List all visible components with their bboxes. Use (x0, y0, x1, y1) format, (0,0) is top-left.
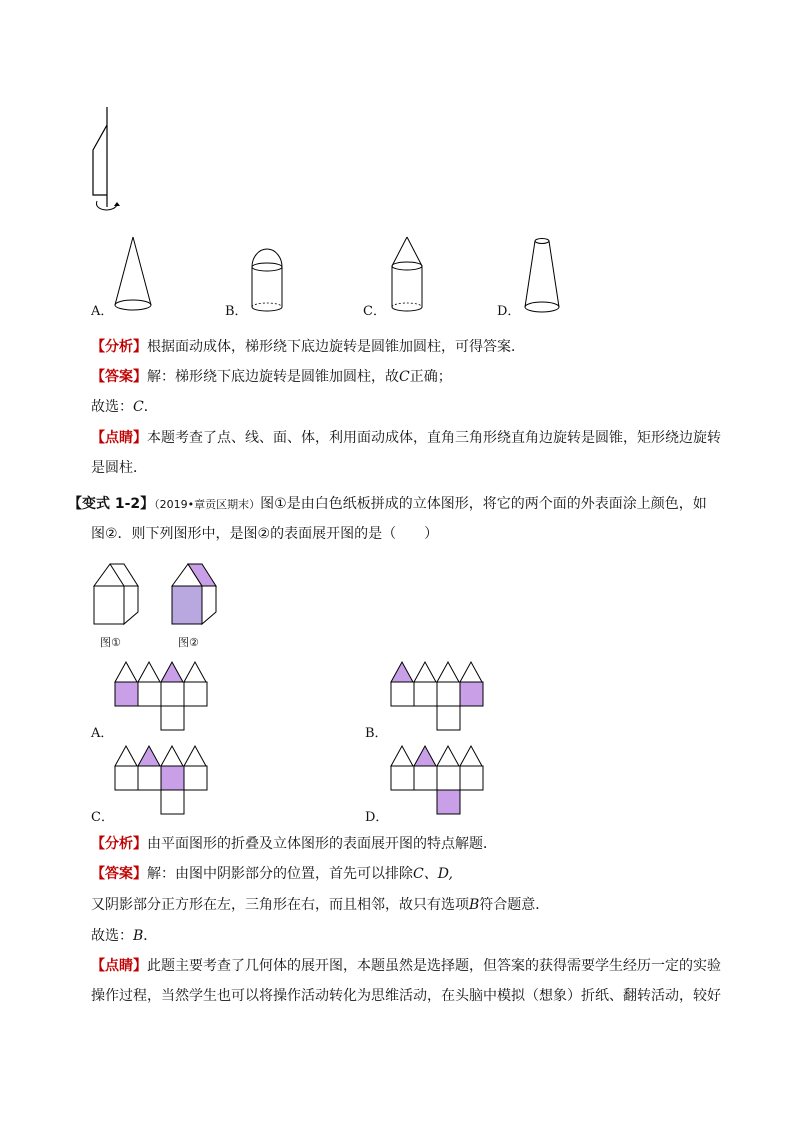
option-b-label: B． (225, 304, 248, 319)
analysis-tag: 【分析】 (91, 339, 147, 355)
q2-choice (91, 926, 157, 946)
q2-comment-tag: 【点睛】 (91, 958, 147, 974)
figure-1-label: 图① (100, 636, 121, 649)
q2-comment-line-1 (91, 956, 721, 976)
analysis-text: 根据面动成体，梯形绕下底边旋转是圆锥加圆柱，可得答案． (147, 339, 525, 355)
option-d-label: D． (497, 304, 521, 319)
answer-var: C (399, 369, 410, 385)
q2-answer-line2-pre: 又阴影部分正方形在左，三角形在右，而且相邻，故只有选项 (91, 897, 469, 913)
comment-text-1: 本题考查了点、线、面、体，利用面动成体，直角三角形绕直角边旋转是圆锥，矩形绕边旋转 (147, 430, 721, 446)
q2-choice-post: ． (143, 928, 158, 944)
answer-paragraph (91, 367, 452, 387)
net-c-label: C． (91, 810, 114, 825)
question2-line-1 (68, 494, 707, 515)
option-a-label: A． (91, 304, 114, 319)
q2-answer-post: , (448, 866, 453, 882)
question2-text-1: 图①是由白色纸板拼成的立体图形，将它的两个面的外表面涂上颜色，如 (260, 496, 707, 512)
net-option-a[interactable] (114, 658, 214, 734)
cylinder-cone-option-c[interactable] (385, 235, 430, 317)
q2-answer-tag: 【答案】 (91, 866, 147, 882)
net-option-d[interactable] (390, 742, 490, 818)
q2-answer-line2-var: B (469, 897, 480, 913)
q2-choice-prefix: 故选： (91, 928, 133, 944)
q2-answer-line-2 (91, 895, 549, 915)
q2-analysis-text: 由平面图形的折叠及立体图形的表面展开图的特点解题． (147, 836, 497, 852)
answer-text: 解：梯形绕下底边旋转是圆锥加圆柱，故 (147, 369, 399, 385)
figure-2-shaded-solid (170, 560, 220, 628)
answer-tag: 【答案】 (91, 369, 147, 385)
frustum-option-d[interactable] (520, 233, 565, 317)
net-d-label: D． (365, 810, 389, 825)
q2-comment-line-2: 操作过程，当然学生也可以将操作活动转化为思维活动，在头脑中模拟（想象）折纸、翻转活动，较好 (91, 988, 721, 1004)
choice-post: ． (143, 399, 158, 415)
q2-answer-line2-post: 符合题意． (479, 897, 550, 913)
q2-choice-var: B (133, 928, 144, 944)
comment-tag: 【点睛】 (91, 430, 147, 446)
q2-answer (91, 864, 453, 884)
q2-comment-text-1: 此题主要考查了几何体的展开图，本题虽然是选择题，但答案的获得需要学生经历一定的实验 (147, 958, 721, 974)
net-a-label: A． (91, 726, 114, 741)
choice-var: C (133, 399, 144, 415)
cylinder-hemisphere-option-b[interactable] (245, 247, 290, 317)
comment-line-1 (91, 428, 721, 448)
q2-answer-text: 解：由图中阴影部分的位置，首先可以排除 (147, 866, 413, 882)
source-tag: （2019•章贡区期末） (154, 498, 261, 511)
analysis-paragraph (91, 337, 525, 357)
comment-line-2: 是圆柱． (91, 460, 147, 476)
q2-answer-vars: C、D (413, 866, 449, 882)
net-option-b[interactable] (390, 658, 490, 734)
net-b-label: B． (365, 726, 388, 741)
choice-line (91, 397, 158, 417)
q2-analysis-tag: 【分析】 (91, 836, 147, 852)
question2-line-2: 图②．则下列图形中，是图②的表面展开图的是（ ） (91, 526, 439, 542)
trapezoid-rotation-figure (85, 105, 135, 215)
net-option-c[interactable] (114, 742, 214, 818)
answer-post: 正确； (409, 369, 452, 385)
choice-prefix: 故选： (91, 399, 133, 415)
option-c-label: C． (363, 304, 386, 319)
variant-tag: 【变式 1-2】 (68, 496, 155, 512)
q2-analysis (91, 834, 497, 854)
figure-2-label: 图② (178, 636, 199, 649)
figure-1-house-solid (92, 560, 142, 628)
cone-option-a[interactable] (112, 235, 157, 315)
